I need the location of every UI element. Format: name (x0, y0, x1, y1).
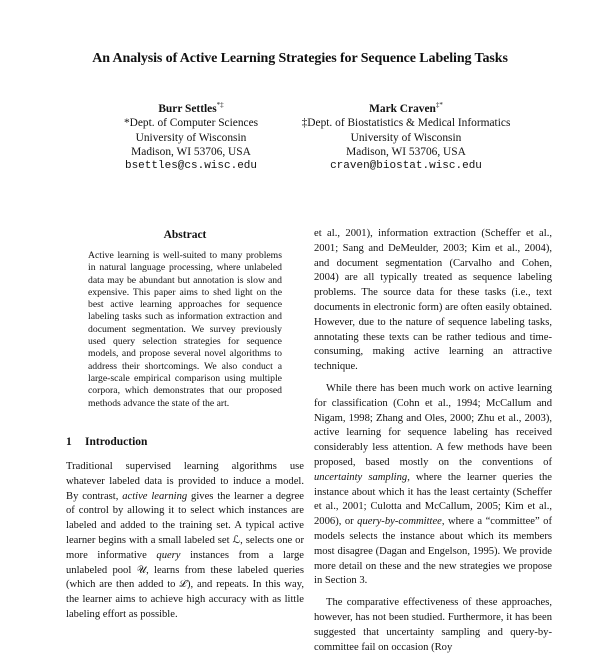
section-title: Introduction (85, 436, 148, 448)
section-number: 1 (66, 436, 72, 448)
paper-title: An Analysis of Active Learning Strategies for Sequence Labeling Tasks (92, 51, 508, 66)
paragraph: The comparative effectiveness of these approaches, however, has not been studied. Furthermore, it has been suggested that uncertainty sampling and query-by-committee fail on occasion (Roy (314, 597, 552, 653)
author-name: Burr Settles*‡ (158, 101, 224, 115)
section-heading (66, 436, 147, 448)
paragraph: While there has been much work on active learning for classification (Cohn et al., 1994; McCallum and Nigam, 1998; Zhang and Oles, 2000; Zhu et al., 2003), active learning for sequence labeling has received considerably less attention. A few methods have been proposed, based mostly on the conventions of uncertainty sampling, where the learner queries the instance about which it has the least certainty (Scheffer et al., 2001; Culotta and McCallum, 2005; Kim et al., 2006), or query-by-committee, where a “committee” of models selects the instance about which its members most disagree (Dagan and Engelson, 1995). We provide more detail on these and the new strategies we propose in Section 3. (314, 382, 552, 587)
abstract-text: Active learning is well-suited to many problems in natural language processing, where unlabeled data may be abundant but annotation is slow and expensive. This paper aims to shed light on the best active learning approaches for sequence labeling tasks such as information extraction and document segmentation. We survey previously used query selection strategies for sequence models, and propose several novel algorithms to address their shortcomings. We also conduct a large-scale empirical comparison using multiple corpora, which demonstrates that our proposed methods advance the state of the art. (88, 250, 282, 409)
author-address: Madison, WI 53706, USA (346, 146, 466, 159)
author-email: bsettles@cs.wisc.edu (124, 160, 258, 173)
abstract-heading: Abstract (163, 229, 207, 241)
author-name: Mark Craven‡* (369, 101, 443, 115)
author-affiliation: *Dept. of Computer Sciences (123, 117, 259, 130)
author-block (96, 98, 286, 174)
author-email: craven@biostat.wisc.edu (330, 160, 482, 173)
author-institution: University of Wisconsin (350, 131, 462, 144)
right-column-text (314, 227, 552, 655)
paragraph: et al., 2001), information extraction (Scheffer et al., 2001; Sang and DeMeulder, 2003; Kim et al., 2004), and document segmentation (Carvalho and Cohen, 2004) are all typically treated as sequence labeling problems. The source data for these tasks (i.e., text documents in electronic form) are often easily obtained. However, due to the nature of sequence labeling tasks, annotating these texts can be rather tedious and time-consuming, making active learning an attractive technique. (314, 228, 552, 373)
author-address: Madison, WI 53706, USA (131, 146, 251, 159)
author-block (300, 98, 512, 174)
author-affiliation: ‡Dept. of Biostatistics & Medical Informatics (301, 117, 511, 130)
paragraph: Traditional supervised learning algorithms use whatever labeled data is provided to induce a model. By contrast, active learning gives the learner a degree of control by allowing it to select which instances are labeled and added to the training set. A typical active learner begins with a small labeled set ℒ, selects one or more informative query instances from a large unlabeled pool 𝒰, learns from these labeled queries (which are then added to ℒ), and repeats. In this way, the learner aims to achieve high accuracy with as little labeling effort as possible. (66, 461, 305, 620)
author-institution: University of Wisconsin (135, 131, 247, 144)
introduction-text (66, 460, 304, 623)
